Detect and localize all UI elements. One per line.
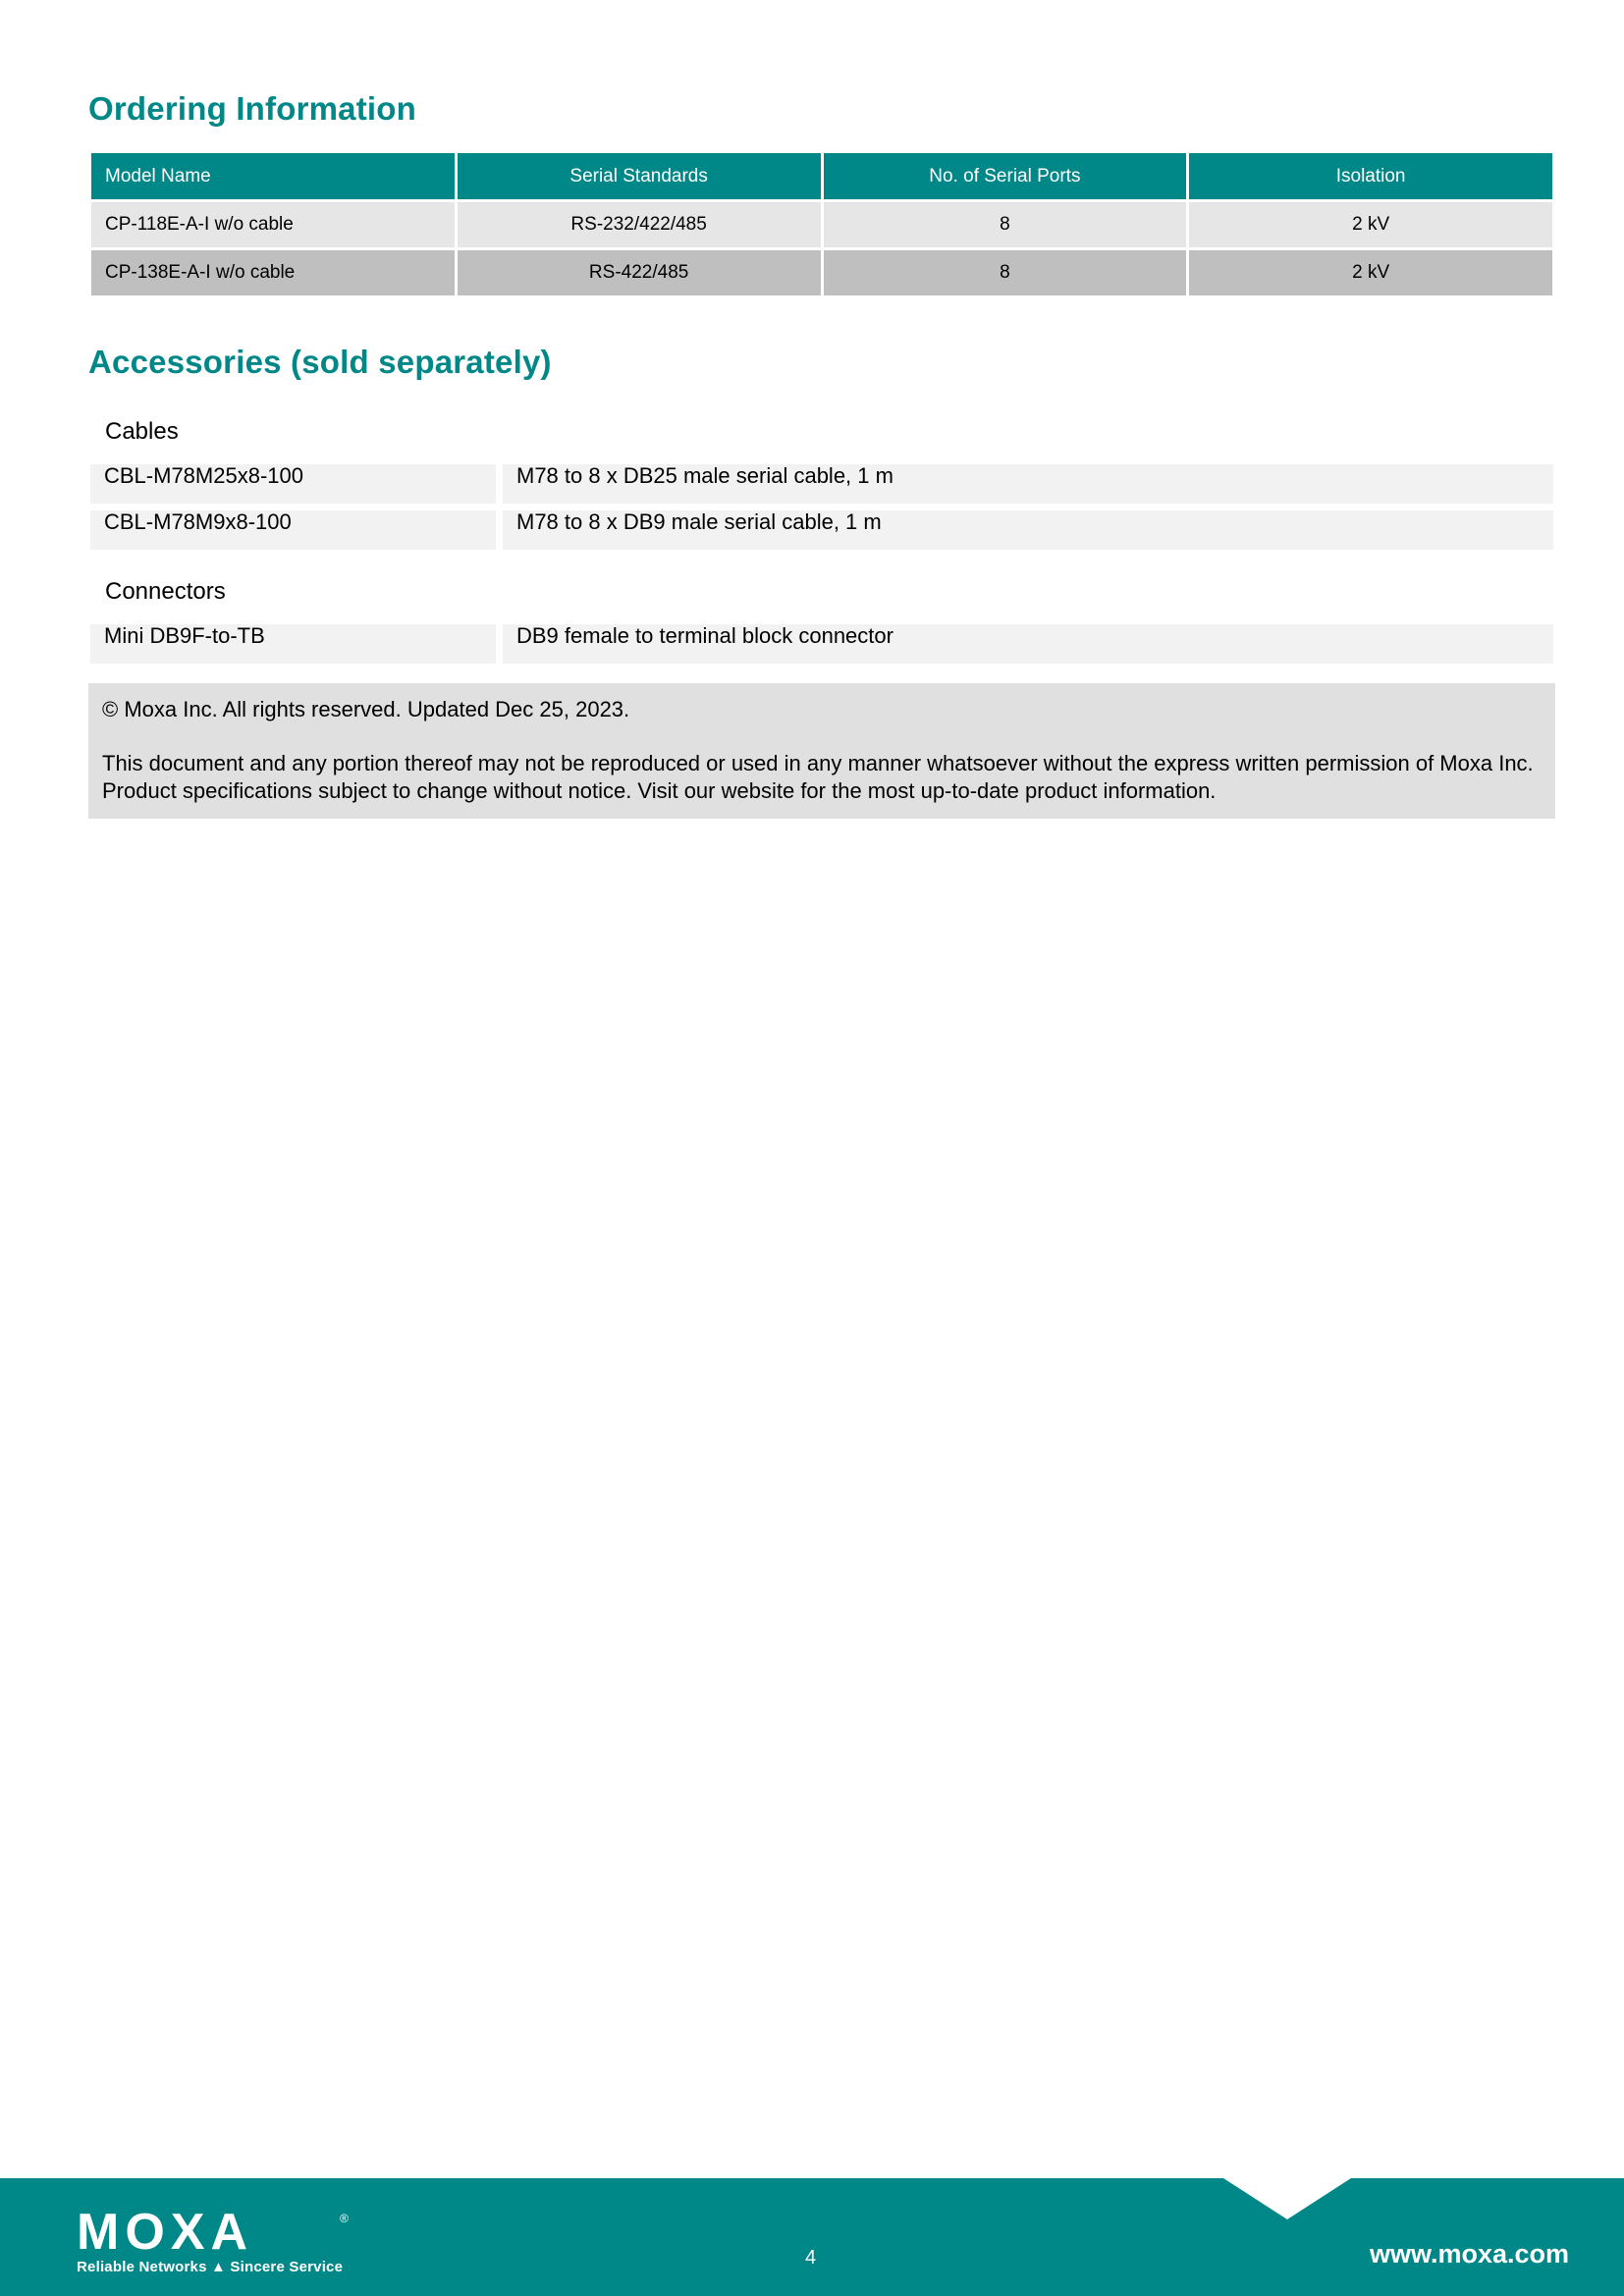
- ordering-table: [88, 150, 1555, 298]
- cell-isolation: 2 kV: [1188, 249, 1554, 297]
- accessory-model: Mini DB9F-to-TB: [90, 624, 496, 664]
- cell-isolation: 2 kV: [1188, 201, 1554, 249]
- footer-notch-shape: [1223, 2178, 1351, 2219]
- copyright-disclaimer: This document and any portion thereof may not be reproduced or used in any manner whatsoever without the express written permission of Moxa Inc. Product specifications subject to change without notice. Visit our website for the most up-to-date product information.: [102, 751, 1534, 803]
- moxa-logo: [77, 2204, 349, 2275]
- logo-wordmark: MOXA: [77, 2204, 253, 2261]
- copyright-line: © Moxa Inc. All rights reserved. Updated Dec 25, 2023.: [102, 697, 630, 721]
- header-isolation: Isolation: [1188, 152, 1554, 201]
- ordering-information-title: Ordering Information: [88, 90, 416, 127]
- page-footer: [0, 2178, 1624, 2296]
- cell-serial-standards: RS-422/485: [456, 249, 822, 297]
- cell-serial-ports: 8: [822, 201, 1188, 249]
- cell-serial-standards: RS-232/422/485: [456, 201, 822, 249]
- accessory-description: M78 to 8 x DB25 male serial cable, 1 m: [503, 464, 1553, 504]
- table-row: [90, 201, 1554, 249]
- accessory-model: CBL-M78M25x8-100: [90, 464, 496, 504]
- header-serial-ports: No. of Serial Ports: [822, 152, 1188, 201]
- cell-serial-ports: 8: [822, 249, 1188, 297]
- copyright-notice: [88, 683, 1555, 819]
- ordering-table-header: [90, 152, 1554, 201]
- registered-mark: ®: [340, 2212, 349, 2225]
- logo-tagline: Reliable Networks ▲ Sincere Service: [77, 2259, 344, 2275]
- accessory-description: M78 to 8 x DB9 male serial cable, 1 m: [503, 510, 1553, 550]
- cables-label: Cables: [105, 418, 179, 445]
- cell-model-name: CP-138E-A-I w/o cable: [90, 249, 457, 297]
- table-row: [90, 249, 1554, 297]
- header-serial-standards: Serial Standards: [456, 152, 822, 201]
- accessory-description: DB9 female to terminal block connector: [503, 624, 1553, 664]
- accessories-title: Accessories (sold separately): [88, 344, 552, 380]
- cell-model-name: CP-118E-A-I w/o cable: [90, 201, 457, 249]
- connectors-label: Connectors: [105, 578, 226, 605]
- accessory-model: CBL-M78M9x8-100: [90, 510, 496, 550]
- website-link[interactable]: www.moxa.com: [1369, 2239, 1569, 2269]
- header-model-name: Model Name: [90, 152, 457, 201]
- page-number: 4: [805, 2247, 817, 2269]
